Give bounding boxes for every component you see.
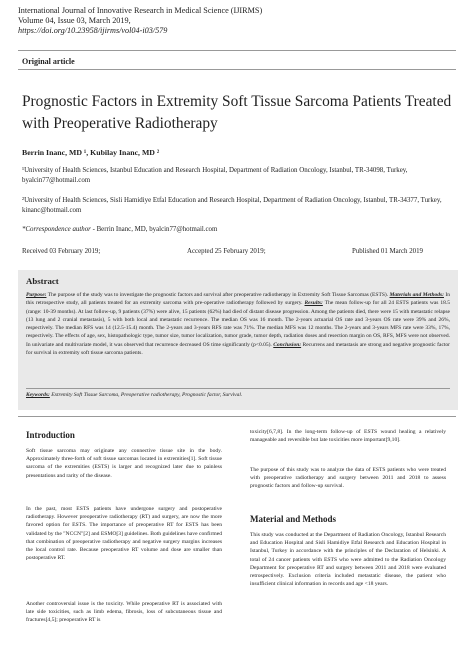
right-paragraph-2: The purpose of this study was to analyze the data of ESTS patients who were treated with preoperative radiotherapy and surgery between 2011 and 2018 to assess prognostic factors and follow-up survival. [250, 467, 446, 490]
conclusion-text: Recurrens and metastasis are strong and negative prognostic factor for survival in extremity soft tissue sarcoma patients. [26, 341, 450, 357]
paper-title: Prognostic Factors in Extremity Soft Tissue Sarcoma Patients Treated with Preoperative Radiotherapy [22, 93, 452, 132]
correspondence-text: - Berrin Inanc, MD, byalcin77@hotmail.com [90, 226, 218, 233]
affiliation-1: ¹University of Health Sciences, Istanbul Education and Research Hospital, Department of Radiation Oncology, Istanbul, TR-34098, Turkey, byalcin77@hotmail.com [22, 167, 408, 184]
right-paragraph-1: toxicity[6,7,8]. In the long-term follow-up of ESTS wound healing a relatively manageable and reversible but late toxicities more important[9,10]. [250, 429, 446, 444]
intro-paragraph-1: Soft tissue sarcoma may originate any connective tissue site in the body. Approximately three-forth of soft tissue sarcomas located in extremities[1]. Soft tissue sarcoma of the extremities (ESTS) is larger and recognized later due to painless presentations and rarity of the disease. [26, 448, 222, 479]
abstract-body [26, 291, 450, 357]
keywords-divider [26, 388, 450, 389]
journal-header [18, 6, 458, 36]
keywords-label: Keywords: [26, 392, 50, 398]
intro-paragraph-3: Another controversial issue is the toxicity. While preoperative RT is associated with late side toxicities, such as limb edema, fibrosis, loss of subcutaneous tissue and fractures[4,5]; preoperative RT is [26, 601, 222, 624]
methods-paragraph: This study was conducted at the Department of Radiation Oncology, Istanbul Research and Education Hospital and Sisli Hamidiye Etfal Research and Education Hospital in Istanbul, Turkey in accordance with the principles of the Declaration of Helsinki. A total of 24 cancer patients with ESTS who were admitted to the Radiation Oncology Department for preoperative RT and surgery between 2011 and 2018 were evaluated retrospectively. Exclusion criteria included metastatic disease, the patient who insufficient clinical information in records and age <18 years. [250, 532, 446, 588]
methods-text: In this retrospective study, all patients treated for an extremity sarcoma with pre-operative radiotherapy followed by surgery. [26, 292, 450, 307]
doi-link[interactable]: https://doi.org/10.23958/ijirms/vol04-i03/579 [18, 26, 168, 35]
correspondence [22, 226, 217, 233]
article-type-divider [18, 69, 456, 70]
abstract-heading: Abstract [26, 276, 59, 286]
methods-heading: Material and Methods [250, 514, 336, 524]
accepted-date: Accepted 25 February 2019; [187, 248, 266, 255]
header-divider [18, 50, 456, 51]
results-text: The mean follow-up for all 24 ESTS patients was 18.5 (range: 10-39 months). At last follow-up, 9 patients (37%) were alive, 15 patients (62%) had died of distant disease progression. Among the patients died, there were 15 with metastatic relapse (13 lung and 2 cranial metastasis), 5 with both local and metastatic recurrence. The median OS was 16 month. The 2-years actuarial OS rate and 3-years OS rate were 39% and 26%, respectively. The median RFS was 14 (12.5-15.4) month. The 2-years and 3-years RFS rate was 71%. The median MFS was 12 months. The 2-years and 3-years MFS rate were 33%, 17%, respectively. The effects of age, sex, histopathologic type, tumor size, tumor localization, tumor grade, tumor depth, radiation doses and resection margin on OS, RFS, MFS were not observed. In univariate and multivariate model, it was observed that recurrence decreased OS time significantly (p<0.05). [26, 300, 451, 348]
authors: Berrin Inanc, MD ¹, Kubilay Inanc, MD ² [22, 148, 160, 157]
results-label: Results: [304, 300, 323, 307]
methods-label: Materials and Methods: [389, 292, 444, 298]
affiliation-2: ²University of Health Sciences, Sisli Hamidiye Etfal Education and Research Hospital, Department of Radiation Oncology, Istanbul, TR-34377, Turkey, kinanc@hotmail.com [22, 197, 442, 214]
published-date: Published 01 March 2019 [352, 248, 424, 255]
received-date: Received 03 February 2019; [22, 248, 101, 255]
intro-paragraph-2: In the past, most ESTS patients have undergone surgery and postoperative radiotherapy. However preoperative radiotherapy (RT) and surgery, are now the more favored option for ESTS. The importance of preoperative RT for ESTS has been validated by the "NCCN"[2] and ESMO[3] guidelines. Both guidelines have confirmed that combination of preoperative radiotherapy and negative surgery margins increases the local control rate. Because preoperative RT volume and dose are smaller than postoperative RT. [26, 506, 222, 562]
correspondence-label: *Correspondence author [22, 226, 91, 233]
journal-volume: Volume 04, Issue 03, March 2019, [18, 16, 131, 25]
purpose-label: Purpose: [26, 292, 47, 298]
body-divider [18, 416, 456, 417]
purpose-text: The purpose of the study was to investigate the prognostic factors and survival after preoperative radiotherapy in Extremity Soft Tissue Sarcomas (ESTS). [46, 292, 389, 298]
conclusion-label: Conclusion: [273, 341, 302, 348]
journal-name: International Journal of Innovative Research in Medical Science (IJIRMS) [18, 6, 263, 15]
keywords-text: Extremity Soft Tissue Sarcoma, Preoperative radiotherapy, Prognostic factor, Survival. [49, 392, 243, 398]
introduction-heading: Introduction [26, 430, 75, 440]
article-type: Original article [22, 57, 75, 66]
keywords [26, 392, 450, 398]
